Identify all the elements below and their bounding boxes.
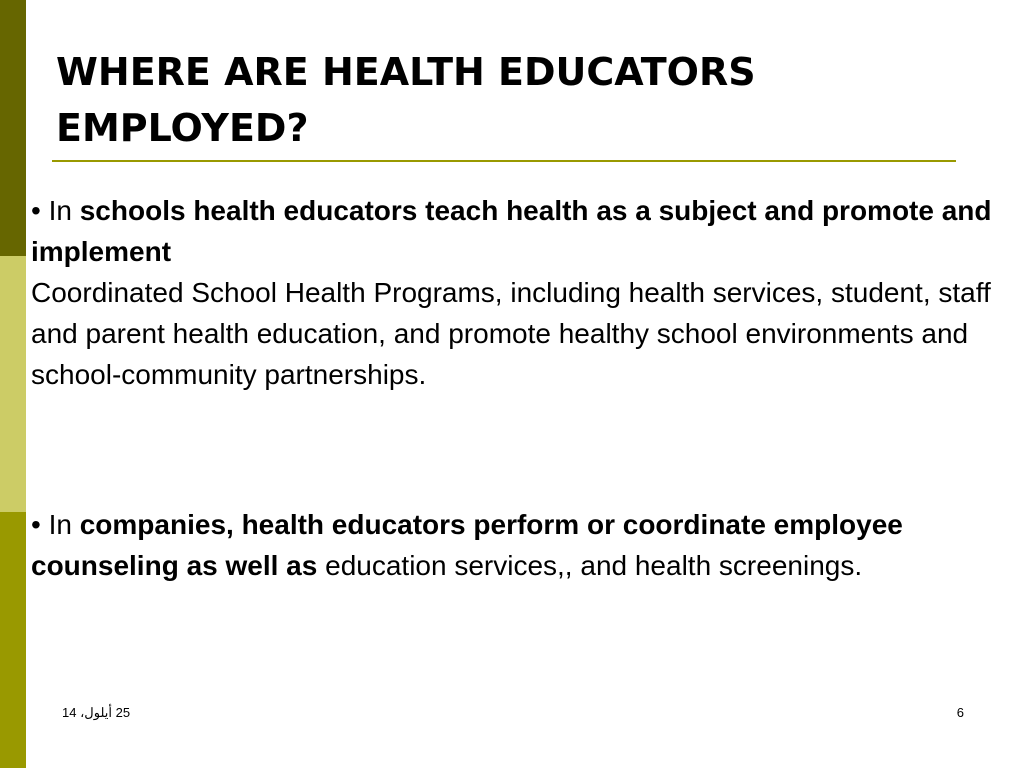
bullet-lead: In (48, 509, 72, 540)
bullet-bold-text: companies, health educators perform or coordinate employee counseling as well as (31, 509, 903, 581)
sidebar-band-top (0, 0, 26, 256)
slide-title: WHERE ARE HEALTH EDUCATORS EMPLOYED? (56, 50, 756, 150)
bullet-normal-text: education services,, and health screenings. (325, 550, 863, 581)
bullet-companies (31, 504, 1011, 586)
bullet-marker: • (31, 195, 41, 226)
bullet-normal-text: Coordinated School Health Programs, including health services, student, staff and parent health education, and promote healthy school environments and school-community partnerships. (31, 277, 991, 390)
bullet-bold-text: schools health educators teach health as a subject and promote and implement (31, 195, 992, 267)
footer-page-number: 6 (956, 705, 964, 720)
title-divider (52, 160, 956, 162)
bullet-schools (31, 190, 1011, 395)
footer-date: 25 أيلول، 14 (62, 705, 131, 720)
bullet-lead: In (48, 195, 72, 226)
sidebar-band-bottom (0, 512, 26, 768)
sidebar-decoration (0, 0, 26, 768)
bullet-marker: • (31, 509, 41, 540)
sidebar-band-middle (0, 256, 26, 512)
